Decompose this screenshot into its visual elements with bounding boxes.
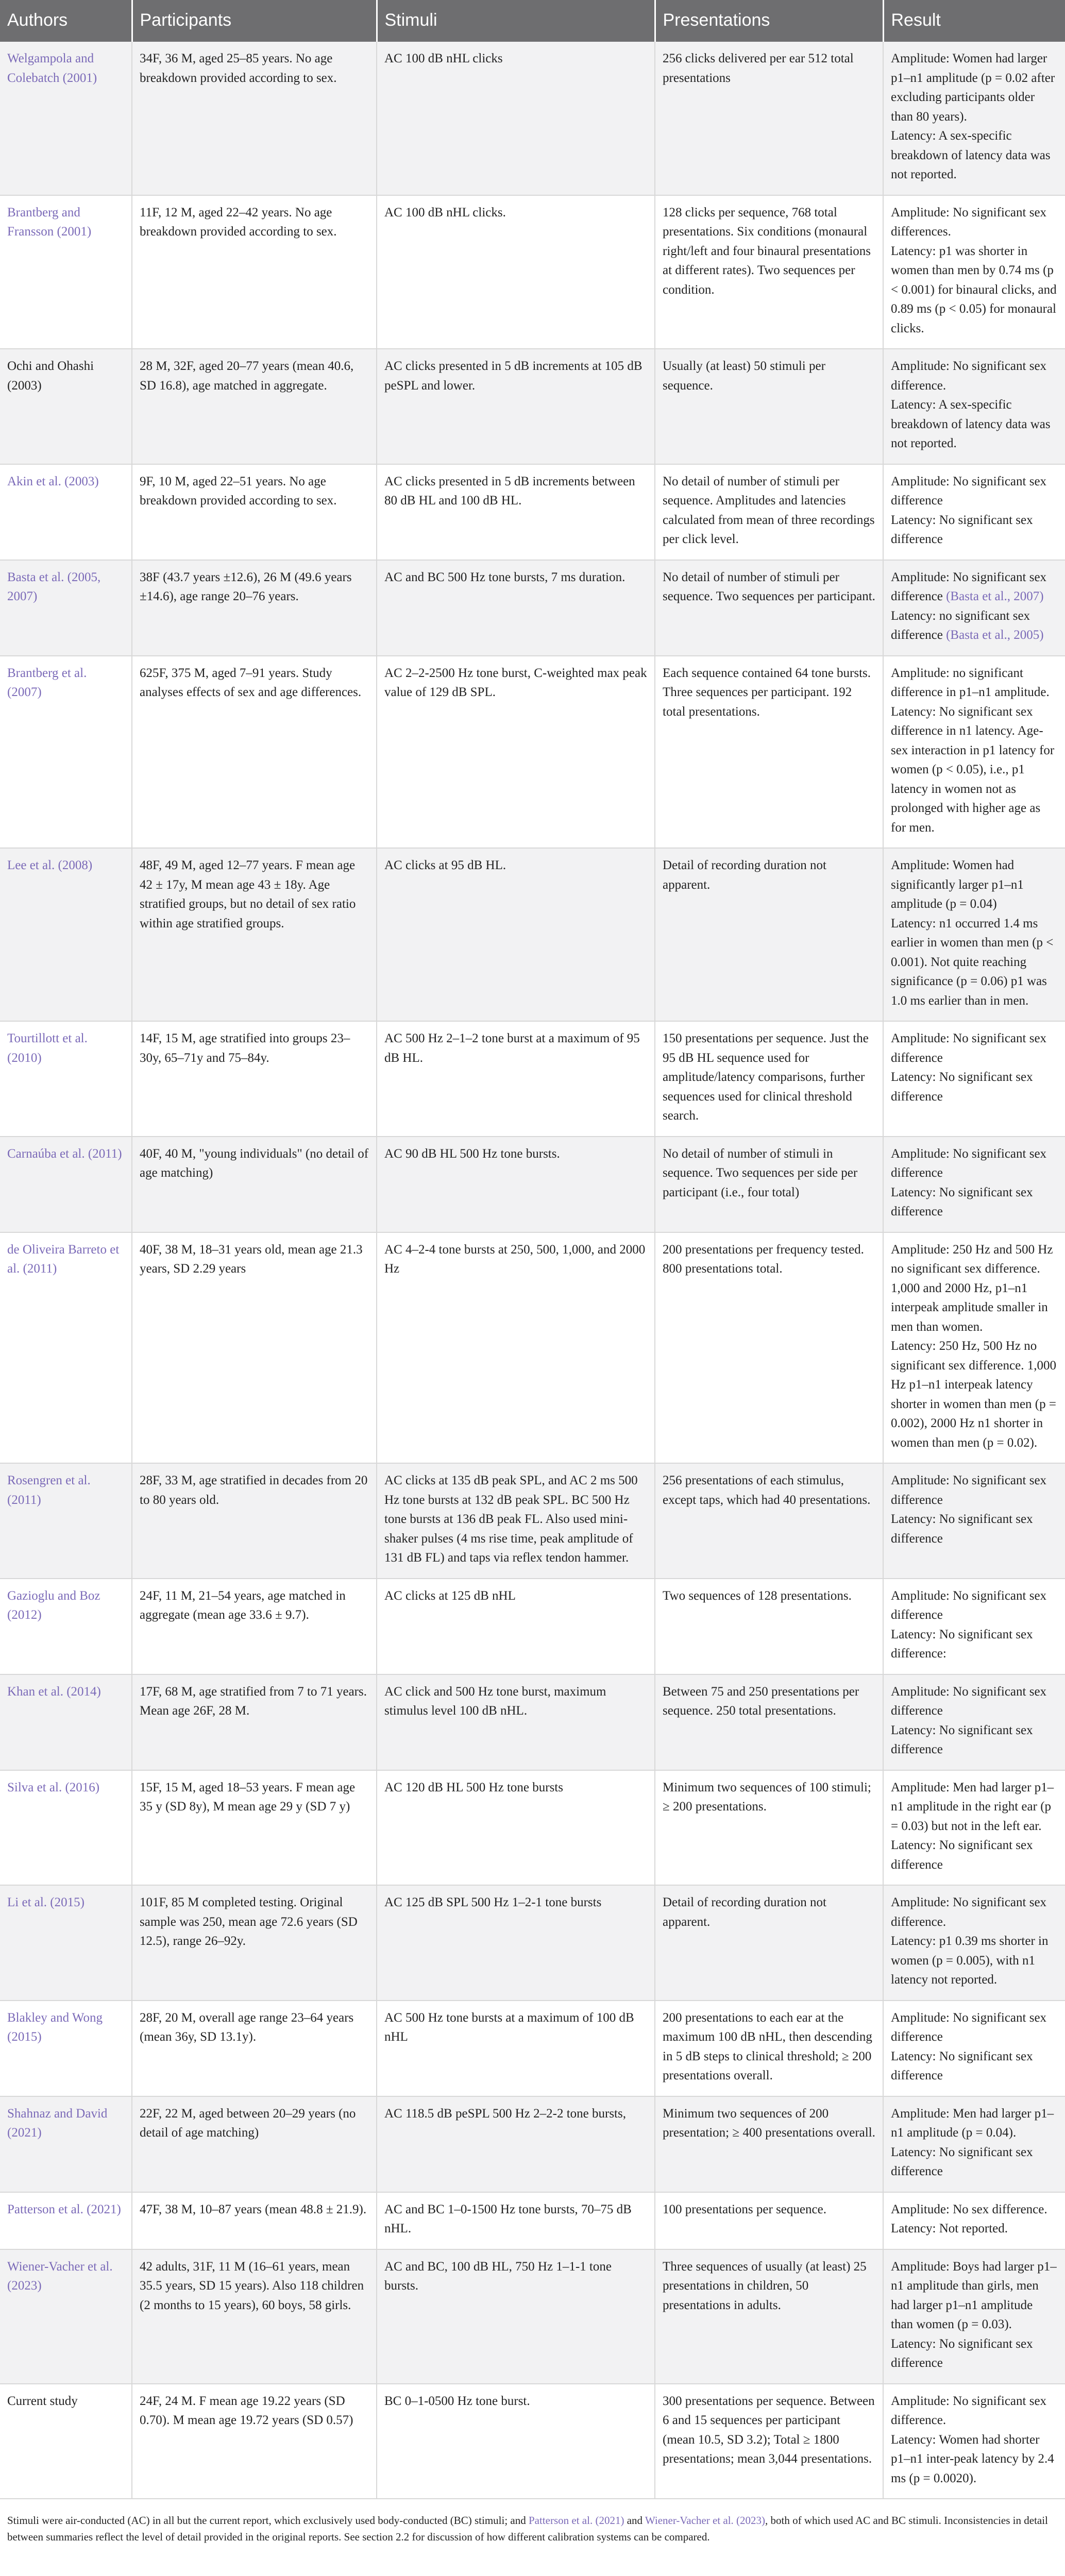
result-cell <box>883 349 1065 464</box>
result-line: Amplitude: 250 Hz and 500 Hz no significant sex difference. 1,000 and 2000 Hz, p1–n1 interpeak amplitude smaller in men than women. <box>891 1242 1053 1334</box>
result-line: Amplitude: No significant sex difference <box>891 1473 1047 1507</box>
author-cell: Ochi and Ohashi (2003) <box>0 349 132 464</box>
participants-cell: 28 M, 32F, aged 20–77 years (mean 40.6, SD 16.8), age matched in aggregate. <box>132 349 377 464</box>
participants-cell: 38F (43.7 years ±12.6), 26 M (49.6 years ±14.6), age range 20–76 years. <box>132 560 377 656</box>
author-citation-link[interactable]: Basta et al. (2005, 2007) <box>0 560 132 656</box>
table-row <box>0 2249 1065 2384</box>
stimuli-cell: AC 118.5 dB peSPL 500 Hz 2–2-2 tone bursts, <box>377 2096 655 2192</box>
table-row <box>0 656 1065 849</box>
author-citation-link[interactable]: Li et al. (2015) <box>0 1885 132 2001</box>
presentations-cell: 128 clicks per sequence, 768 total presentations. Six conditions (monaural right/left and four binaural presentations at different rates). Two sequences per condition. <box>655 195 883 349</box>
participants-cell: 17F, 68 M, age stratified from 7 to 71 years. Mean age 26F, 28 M. <box>132 1674 377 1770</box>
result-line: Latency: No significant sex difference <box>891 2049 1033 2082</box>
result-cell <box>883 1770 1065 1886</box>
author-cell: Current study <box>0 2384 132 2499</box>
stimuli-cell: AC 2–2-2500 Hz tone burst, C-weighted max peak value of 129 dB SPL. <box>377 656 655 849</box>
table-row <box>0 560 1065 656</box>
result-line: Latency: No significant sex difference <box>891 2145 1033 2178</box>
author-citation-link[interactable]: Tourtillott et al. (2010) <box>0 1021 132 1137</box>
result-cell <box>883 195 1065 349</box>
result-line: Latency: 250 Hz, 500 Hz no significant sex difference. 1,000 Hz p1–n1 interpeak latency shorter in women than men (p = 0.002), 2000 Hz n1 shorter in women than men (p = 0.02). <box>891 1339 1056 1450</box>
presentations-cell: Minimum two sequences of 200 presentation; ≥ 400 presentations overall. <box>655 2096 883 2192</box>
table-row <box>0 1232 1065 1464</box>
result-cell <box>883 2096 1065 2192</box>
result-line <box>891 568 1058 606</box>
result-cell <box>883 848 1065 1021</box>
stimuli-cell: AC and BC 500 Hz tone bursts, 7 ms duration. <box>377 560 655 656</box>
result-cell <box>883 42 1065 195</box>
result-line: Latency: No significant sex difference: <box>891 1627 1033 1660</box>
author-citation-link[interactable]: Blakley and Wong (2015) <box>0 2001 132 2096</box>
table-row <box>0 848 1065 1021</box>
table-footnote <box>0 2499 1065 2545</box>
result-line: Latency: No significant sex difference <box>891 1512 1033 1546</box>
presentations-cell: Minimum two sequences of 100 stimuli; ≥ 200 presentations. <box>655 1770 883 1886</box>
presentations-cell: Usually (at least) 50 stimuli per sequence. <box>655 349 883 464</box>
result-line: Amplitude: No significant sex difference <box>891 1684 1047 1718</box>
presentations-cell: 150 presentations per sequence. Just the 95 dB HL sequence used for amplitude/latency comparisons, further sequences used for clinical threshold search. <box>655 1021 883 1137</box>
table-row <box>0 2096 1065 2192</box>
footnote-reference-link[interactable]: Wiener-Vacher et al. (2023) <box>645 2514 766 2527</box>
participants-cell: 14F, 15 M, age stratified into groups 23–30y, 65–71y and 75–84y. <box>132 1021 377 1137</box>
result-line: Latency: p1 0.39 ms shorter in women (p = 0.005), with n1 latency not reported. <box>891 1934 1049 1987</box>
table-row <box>0 1463 1065 1579</box>
header-stimuli: Stimuli <box>377 0 655 42</box>
result-line: Amplitude: no significant difference in p1–n1 amplitude. <box>891 666 1050 699</box>
participants-cell: 48F, 49 M, aged 12–77 years. F mean age 42 ± 17y, M mean age 43 ± 18y. Age stratified groups, but no detail of sex ratio within age stratified groups. <box>132 848 377 1021</box>
result-line: Latency: A sex-specific breakdown of latency data was not reported. <box>891 129 1051 181</box>
participants-cell: 40F, 38 M, 18–31 years old, mean age 21.3 years, SD 2.29 years <box>132 1232 377 1464</box>
author-citation-link[interactable]: Rosengren et al. (2011) <box>0 1463 132 1579</box>
stimuli-cell: AC 500 Hz tone bursts at a maximum of 100 dB nHL <box>377 2001 655 2096</box>
author-citation-link[interactable]: Silva et al. (2016) <box>0 1770 132 1886</box>
author-citation-link[interactable]: Akin et al. (2003) <box>0 464 132 560</box>
result-line <box>891 606 1058 645</box>
table-row <box>0 1885 1065 2001</box>
presentations-cell: 300 presentations per sequence. Between 6 and 15 sequences per participant (mean 10.5, SD 3.2); Total ≥ 1800 presentations; mean 3,044 presentations. <box>655 2384 883 2499</box>
result-cell <box>883 2249 1065 2384</box>
participants-cell: 28F, 33 M, age stratified in decades from 20 to 80 years old. <box>132 1463 377 1579</box>
participants-cell: 22F, 22 M, aged between 20–29 years (no detail of age matching) <box>132 2096 377 2192</box>
stimuli-cell: AC clicks presented in 5 dB increments between 80 dB HL and 100 dB HL. <box>377 464 655 560</box>
stimuli-cell: AC 120 dB HL 500 Hz tone bursts <box>377 1770 655 1886</box>
result-line: Amplitude: No significant sex difference <box>891 2010 1047 2044</box>
result-cell <box>883 656 1065 849</box>
stimuli-cell: AC 125 dB SPL 500 Hz 1–2-1 tone bursts <box>377 1885 655 2001</box>
table-row <box>0 1674 1065 1770</box>
result-line: Latency: p1 was shorter in women than men by 0.74 ms (p < 0.001) for binaural clicks, and 0.89 ms (p < 0.05) for monaural clicks. <box>891 244 1057 335</box>
author-citation-link[interactable]: Patterson et al. (2021) <box>0 2192 132 2249</box>
author-citation-link[interactable]: Brantberg et al. (2007) <box>0 656 132 849</box>
result-line: Amplitude: No significant sex difference <box>891 1031 1047 1065</box>
table-row <box>0 1770 1065 1886</box>
author-citation-link[interactable]: Gazioglu and Boz (2012) <box>0 1579 132 1674</box>
participants-cell: 24F, 24 M. F mean age 19.22 years (SD 0.70). M mean age 19.72 years (SD 0.57) <box>132 2384 377 2499</box>
author-citation-link[interactable]: Brantberg and Fransson (2001) <box>0 195 132 349</box>
author-citation-link[interactable]: Shahnaz and David (2021) <box>0 2096 132 2192</box>
result-line: Latency: A sex-specific breakdown of latency data was not reported. <box>891 398 1051 450</box>
footnote-text: Stimuli were air-conducted (AC) in all but the current report, which exclusively used body-conducted (BC) stimuli; and <box>7 2514 529 2527</box>
table-row <box>0 2192 1065 2249</box>
stimuli-cell: AC 90 dB HL 500 Hz tone bursts. <box>377 1137 655 1232</box>
presentations-cell: Each sequence contained 64 tone bursts. Three sequences per participant. 192 total presentations. <box>655 656 883 849</box>
stimuli-cell: BC 0–1-0500 Hz tone burst. <box>377 2384 655 2499</box>
result-line: Latency: No significant sex difference <box>891 513 1033 546</box>
result-line: Latency: No significant sex difference <box>891 1838 1033 1872</box>
author-citation-link[interactable]: Welgampola and Colebatch (2001) <box>0 42 132 195</box>
result-line: Amplitude: Men had larger p1–n1 amplitude (p = 0.04). <box>891 2106 1054 2140</box>
result-line: Amplitude: Boys had larger p1–n1 amplitude than girls, men had larger p1–n1 amplitude than women (p = 0.03). <box>891 2259 1057 2331</box>
result-cell <box>883 560 1065 656</box>
stimuli-cell: AC click and 500 Hz tone burst, maximum stimulus level 100 dB nHL. <box>377 1674 655 1770</box>
presentations-cell: Detail of recording duration not apparent. <box>655 1885 883 2001</box>
result-line: Amplitude: No significant sex difference. <box>891 359 1047 393</box>
participants-cell: 101F, 85 M completed testing. Original sample was 250, mean age 72.6 years (SD 12.5), range 26–92y. <box>132 1885 377 2001</box>
footnote-text: , both of which used AC and BC stimuli. Inconsistencies in detail between summaries reflect the level of detail provided in the original reports. See section 2.2 for discussion of how different calibration systems can be compared. <box>7 2514 1048 2543</box>
stimuli-cell: AC and BC, 100 dB HL, 750 Hz 1–1-1 tone bursts. <box>377 2249 655 2384</box>
footnote-reference-link[interactable]: Patterson et al. (2021) <box>529 2514 624 2527</box>
stimuli-cell: AC 100 dB nHL clicks <box>377 42 655 195</box>
header-authors: Authors <box>0 0 132 42</box>
header-row <box>0 0 1065 42</box>
result-cell <box>883 2001 1065 2096</box>
stimuli-cell: AC clicks at 135 dB peak SPL, and AC 2 ms 500 Hz tone bursts at 132 dB peak SPL. BC 500 Hz tone bursts at 136 dB peak FL. Also used mini-shaker pulses (4 ms rise time, peak amplitude of 131 dB FL) and taps via reflex tendon hammer. <box>377 1463 655 1579</box>
result-line: Amplitude: No sex difference. <box>891 2202 1047 2216</box>
result-line: Latency: No significant sex difference in n1 latency. Age-sex interaction in p1 latency for women (p < 0.05), i.e., p1 latency in women not as prolonged with higher age as for men. <box>891 704 1055 835</box>
result-cell <box>883 2384 1065 2499</box>
participants-cell: 9F, 10 M, aged 22–51 years. No age breakdown provided according to sex. <box>132 464 377 560</box>
table-body <box>0 42 1065 2499</box>
result-line: Amplitude: No significant sex difference <box>891 474 1047 507</box>
result-cell <box>883 1232 1065 1464</box>
result-line: Amplitude: Women had larger p1–n1 amplitude (p = 0.02 after excluding participants older than 80 years). <box>891 52 1055 124</box>
header-result: Result <box>883 0 1065 42</box>
result-cell <box>883 2192 1065 2249</box>
table-row <box>0 1021 1065 1137</box>
result-line: Amplitude: No significant sex difference. <box>891 2394 1047 2427</box>
presentations-cell: Two sequences of 128 presentations. <box>655 1579 883 1674</box>
participants-cell: 625F, 375 M, aged 7–91 years. Study analyses effects of sex and age differences. <box>132 656 377 849</box>
result-cell <box>883 1137 1065 1232</box>
reference-link[interactable]: (Basta et al., 2005) <box>946 628 1044 642</box>
reference-link[interactable]: (Basta et al., 2007) <box>946 589 1044 603</box>
result-line: Amplitude: Women had significantly larger p1–n1 amplitude (p = 0.04) <box>891 858 1024 911</box>
presentations-cell: No detail of number of stimuli per sequence. Two sequences per participant. <box>655 560 883 656</box>
result-cell <box>883 1463 1065 1579</box>
table-row <box>0 2001 1065 2096</box>
header-participants: Participants <box>132 0 377 42</box>
participants-cell: 42 adults, 31F, 11 M (16–61 years, mean 35.5 years, SD 15 years). Also 118 children (2 months to 15 years), 60 boys, 58 girls. <box>132 2249 377 2384</box>
participants-cell: 34F, 36 M, aged 25–85 years. No age breakdown provided according to sex. <box>132 42 377 195</box>
author-citation-link[interactable]: Carnaúba et al. (2011) <box>0 1137 132 1232</box>
presentations-cell: 256 clicks delivered per ear 512 total presentations <box>655 42 883 195</box>
participants-cell: 11F, 12 M, aged 22–42 years. No age breakdown provided according to sex. <box>132 195 377 349</box>
presentations-cell: 200 presentations to each ear at the maximum 100 dB nHL, then descending in 5 dB steps to clinical threshold; ≥ 200 presentations overall. <box>655 2001 883 2096</box>
result-cell <box>883 464 1065 560</box>
presentations-cell: No detail of number of stimuli in sequence. Two sequences per side per participant (i.e., four total) <box>655 1137 883 1232</box>
table-row <box>0 1579 1065 1674</box>
stimuli-cell: AC clicks at 125 dB nHL <box>377 1579 655 1674</box>
author-citation-link[interactable]: de Oliveira Barreto et al. (2011) <box>0 1232 132 1464</box>
presentations-cell: Detail of recording duration not apparent. <box>655 848 883 1021</box>
participants-cell: 40F, 40 M, "young individuals" (no detail of age matching) <box>132 1137 377 1232</box>
result-line: Latency: Not reported. <box>891 2222 1008 2235</box>
author-citation-link[interactable]: Wiener-Vacher et al. (2023) <box>0 2249 132 2384</box>
presentations-cell: 100 presentations per sequence. <box>655 2192 883 2249</box>
header-presentations: Presentations <box>655 0 883 42</box>
result-line: Amplitude: Men had larger p1–n1 amplitude in the right ear (p = 0.03) but not in the left ear. <box>891 1780 1054 1833</box>
result-cell <box>883 1674 1065 1770</box>
result-line: Amplitude: No significant sex differences. <box>891 205 1047 239</box>
result-line: Amplitude: No significant sex difference <box>891 1588 1047 1622</box>
participants-cell: 15F, 15 M, aged 18–53 years. F mean age 35 y (SD 8y), M mean age 29 y (SD 7 y) <box>132 1770 377 1886</box>
stimuli-cell: AC clicks at 95 dB HL. <box>377 848 655 1021</box>
footnote-text: and <box>624 2514 645 2527</box>
author-citation-link[interactable]: Khan et al. (2014) <box>0 1674 132 1770</box>
participants-cell: 47F, 38 M, 10–87 years (mean 48.8 ± 21.9). <box>132 2192 377 2249</box>
presentations-cell: 200 presentations per frequency tested. 800 presentations total. <box>655 1232 883 1464</box>
table-row <box>0 1137 1065 1232</box>
result-cell <box>883 1885 1065 2001</box>
stimuli-cell: AC 500 Hz 2–1–2 tone burst at a maximum of 95 dB HL. <box>377 1021 655 1137</box>
result-line: Latency: No significant sex difference <box>891 1070 1033 1104</box>
table-row <box>0 464 1065 560</box>
participants-cell: 28F, 20 M, overall age range 23–64 years (mean 36y, SD 13.1y). <box>132 2001 377 2096</box>
presentations-cell: Three sequences of usually (at least) 25 presentations in children, 50 presentations in adults. <box>655 2249 883 2384</box>
stimuli-cell: AC clicks presented in 5 dB increments at 105 dB peSPL and lower. <box>377 349 655 464</box>
result-line: Latency: Women had shorter p1–n1 inter-peak latency by 2.4 ms (p = 0.0020). <box>891 2432 1054 2485</box>
table-header <box>0 0 1065 42</box>
table-row <box>0 42 1065 195</box>
table-row <box>0 2384 1065 2499</box>
stimuli-cell: AC 4–2-4 tone bursts at 250, 500, 1,000, and 2000 Hz <box>377 1232 655 1464</box>
result-line: Latency: n1 occurred 1.4 ms earlier in women than men (p < 0.001). Not quite reaching significance (p = 0.06) p1 was 1.0 ms earlier than in men. <box>891 916 1054 1008</box>
result-line: Amplitude: No significant sex difference <box>891 1146 1047 1180</box>
result-line: Latency: No significant sex difference <box>891 1723 1033 1756</box>
result-cell <box>883 1021 1065 1137</box>
result-line: Amplitude: No significant sex difference. <box>891 1895 1047 1929</box>
table-row <box>0 349 1065 464</box>
participants-cell: 24F, 11 M, 21–54 years, age matched in aggregate (mean age 33.6 ± 9.7). <box>132 1579 377 1674</box>
result-text: Latency: no significant sex difference <box>891 608 1030 642</box>
presentations-cell: Between 75 and 250 presentations per sequence. 250 total presentations. <box>655 1674 883 1770</box>
stimuli-cell: AC and BC 1–0-1500 Hz tone bursts, 70–75 dB nHL. <box>377 2192 655 2249</box>
presentations-cell: No detail of number of stimuli per sequence. Amplitudes and latencies calculated from mean of three recordings per click level. <box>655 464 883 560</box>
result-line: Latency: No significant sex difference <box>891 2336 1033 2370</box>
table-row <box>0 195 1065 349</box>
result-line: Latency: No significant sex difference <box>891 1185 1033 1218</box>
presentations-cell: 256 presentations of each stimulus, except taps, which had 40 presentations. <box>655 1463 883 1579</box>
result-text: Amplitude: No significant sex difference <box>891 570 1047 603</box>
author-citation-link[interactable]: Lee et al. (2008) <box>0 848 132 1021</box>
result-cell <box>883 1579 1065 1674</box>
stimuli-cell: AC 100 dB nHL clicks. <box>377 195 655 349</box>
